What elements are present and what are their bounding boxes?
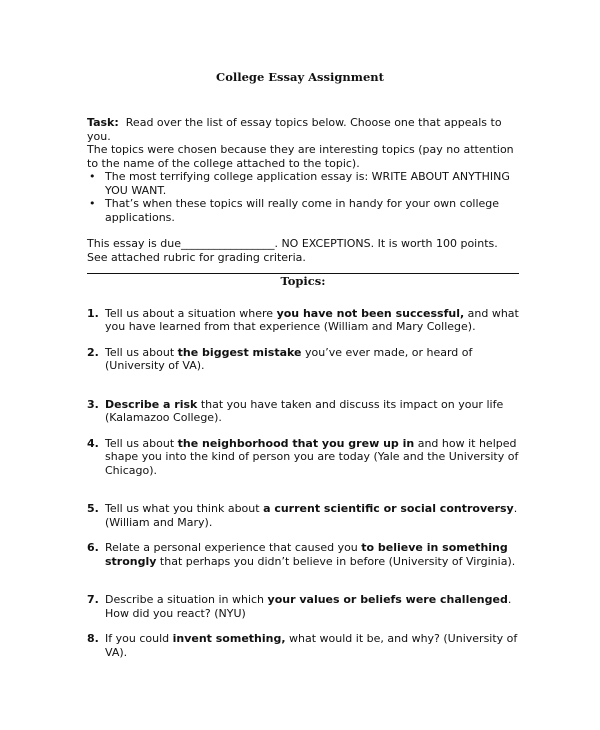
- topic-text: Tell us what you think about: [105, 502, 264, 515]
- bullet-item: • That’s when these topics will really come in handy for your own college applications.: [87, 197, 519, 224]
- topic-item-7: [87, 593, 519, 620]
- topic-item-8: [87, 632, 519, 659]
- topic-emphasis: a current scientific or social controversy: [263, 502, 514, 515]
- topic-item-6: [87, 541, 519, 568]
- topic-text: Tell us about a situation where: [105, 306, 277, 320]
- topic-emphasis: the biggest mistake: [177, 345, 302, 359]
- task-paragraph: [87, 116, 519, 143]
- topic-number: 8.: [87, 632, 99, 645]
- topic-item-4: [87, 437, 519, 478]
- topic-list: [87, 307, 519, 660]
- task-label: Task:: [87, 116, 119, 129]
- topic-text: Describe a situation in which: [105, 593, 268, 606]
- topic-emphasis: to believe in something strongly: [105, 541, 508, 568]
- topic-text: If you could: [105, 632, 173, 645]
- topic-text: . (William and Mary).: [105, 502, 518, 529]
- topic-emphasis: Describe a risk: [105, 397, 198, 411]
- topic-text: that perhaps you didn’t believe in before (University of Virginia).: [156, 554, 516, 568]
- topic-emphasis: invent something,: [172, 632, 286, 645]
- document-body: [87, 116, 519, 659]
- topic-text: and what you have learned from that experience (William and Mary College).: [105, 306, 519, 333]
- topic-text: Tell us about: [105, 345, 178, 359]
- topic-number: 2.: [87, 345, 99, 359]
- topic-text: . How did you react? (NYU): [105, 593, 512, 620]
- topic-item-2: [87, 346, 519, 373]
- topic-item-1: [87, 307, 519, 334]
- topic-emphasis: your values or beliefs were challenged: [267, 593, 508, 606]
- bullet-item: • The most terrifying college application essay is: WRITE ABOUT ANYTHING YOU WANT.: [87, 170, 519, 197]
- topic-text: Relate a personal experience that caused you: [105, 541, 362, 554]
- topic-number: 3.: [87, 397, 99, 411]
- topic-number: 4.: [87, 436, 99, 450]
- topic-text: you’ve ever made, or heard of (University of VA).: [105, 345, 473, 372]
- topic-text: what would it be, and why? (University of VA).: [105, 632, 518, 659]
- topics-heading: Topics:: [280, 274, 326, 288]
- topic-text: and how it helped shape you into the kind of person you are today (Yale and the University of Chicago).: [105, 436, 519, 477]
- topic-text: Tell us about: [105, 436, 178, 450]
- topic-item-3: [87, 398, 519, 425]
- document-title: College Essay Assignment: [216, 70, 384, 84]
- topic-number: 1.: [87, 306, 99, 320]
- due-paragraph: This essay is due_________________. NO EXCEPTIONS. It is worth 100 points. See attached rubric for grading criteria.: [87, 237, 498, 264]
- topic-item-5: [87, 502, 519, 529]
- topic-number: 7.: [87, 593, 99, 606]
- topic-number: 5.: [87, 502, 99, 515]
- task-text: Read over the list of essay topics below. Choose one that appeals to you.: [87, 116, 502, 143]
- topic-emphasis: you have not been successful,: [276, 306, 465, 320]
- topic-number: 6.: [87, 541, 99, 554]
- topic-text: that you have taken and discuss its impact on your life (Kalamazoo College).: [105, 397, 504, 424]
- topic-emphasis: the neighborhood that you grew up in: [177, 436, 415, 450]
- intro-paragraph: The topics were chosen because they are interesting topics (pay no attention to the name of the college attached to the topic).: [87, 143, 514, 170]
- bullet-list: [87, 170, 519, 224]
